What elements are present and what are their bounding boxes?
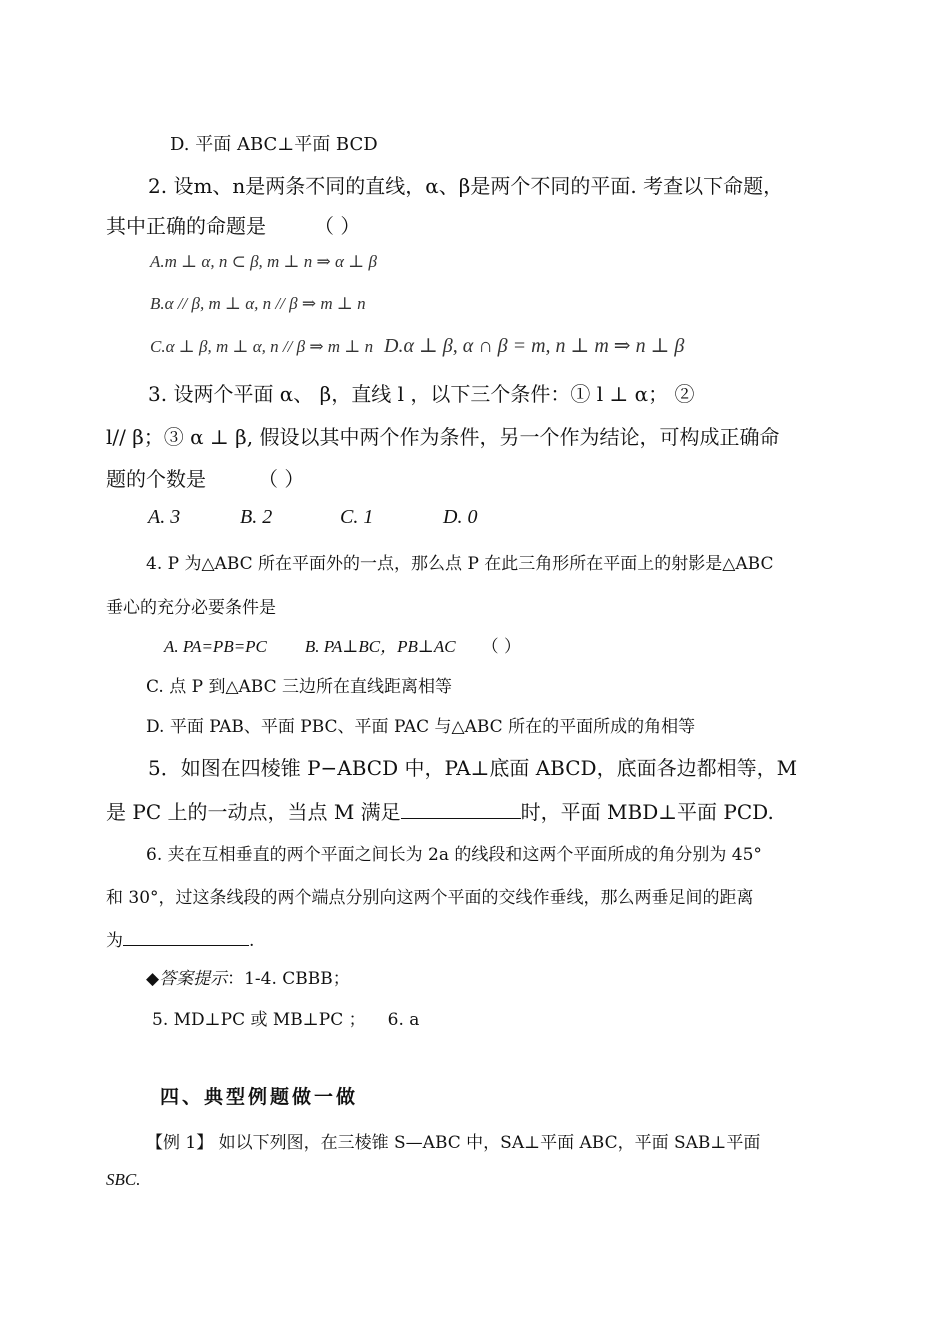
question-2-line-1: 2. 设m、n是两条不同的直线，α、β是两个不同的平面. 考查以下命题， (148, 174, 784, 198)
question-3-option-a: A. 3 (148, 506, 181, 528)
answer-hint-line-1 (146, 964, 350, 989)
question-3-option-d: D. 0 (443, 506, 478, 528)
answer-paren: （ ） (258, 467, 305, 491)
answer-paren: （ ） (481, 637, 521, 657)
fill-blank[interactable] (401, 800, 521, 819)
answer-5: 5. MD⊥PC 或 MB⊥PC ； (152, 1010, 366, 1030)
question-3-line-1: 3. 设两个平面 α、 β，直线 l ，以下三个条件：① l ⊥ α； ② (148, 382, 695, 406)
section-heading: 四、典型例题做一做 (160, 1086, 359, 1108)
question-3-option-c: C. 1 (340, 506, 374, 528)
question-5-line-2 (106, 796, 774, 825)
question-6-stem: 为 (106, 931, 123, 951)
question-2-option-b: B.α // β, m ⊥ α, n // β ⇒ m ⊥ n (150, 294, 366, 313)
answer-hint-line-2 (152, 1005, 419, 1030)
fill-blank[interactable] (123, 927, 249, 946)
question-6-line-1: 6. 夹在互相垂直的两个平面之间长为 2a 的线段和这两个平面所成的角分别为 45° (146, 845, 762, 865)
question-2-stem-end: 其中正确的命题是 (106, 214, 266, 238)
question-4-option-a: A. PA=PB=PC (164, 637, 267, 656)
question-5-stem-end: 时，平面 MBD⊥平面 PCD. (520, 800, 774, 824)
option-d-line: D. 平面 ABC⊥平面 BCD (170, 134, 378, 155)
question-4-option-b: B. PA⊥BC，PB⊥AC (304, 637, 456, 656)
answer-hint-text: ：1-4. CBBB； (227, 969, 350, 989)
example-1-line-1: 【例 1】 如以下列图，在三棱锥 S—ABC 中，SA⊥平面 ABC，平面 SAB⊥平面 (146, 1133, 761, 1153)
question-6-line-2: 和 30°，过这条线段的两个端点分别向这两个平面的交线作垂线，那么两垂足间的距离 (106, 888, 754, 908)
question-3-line-2: l// β；③ α ⊥ β, 假设以其中两个作为条件，另一个作为结论，可构成正确命 (106, 425, 780, 449)
question-4-line-1: 4. P 为△ABC 所在平面外的一点，那么点 P 在此三角形所在平面上的射影是△ABC (146, 554, 774, 574)
question-6-stem-end: . (249, 931, 255, 951)
question-4-options-ab (164, 632, 521, 657)
question-4-option-d: D. 平面 PAB、平面 PBC、平面 PAC 与△ABC 所在的平面所成的角相等 (146, 717, 696, 737)
question-4-line-2: 垂心的充分必要条件是 (106, 598, 276, 618)
question-5-line-1: 5．如图在四棱锥 P−ABCD 中，PA⊥底面 ABCD，底面各边都相等，M (148, 756, 798, 780)
question-2-option-d: D.α ⊥ β, α ∩ β = m, n ⊥ m ⇒ n ⊥ β (384, 335, 685, 357)
question-5-stem: 是 PC 上的一动点，当点 M 满足 (106, 800, 401, 824)
question-2-line-2 (106, 210, 360, 239)
question-2-option-c: C.α ⊥ β, m ⊥ α, n // β ⇒ m ⊥ n (150, 337, 374, 356)
question-2-option-a: A.m ⊥ α, n ⊂ β, m ⊥ n ⇒ α ⊥ β (150, 252, 377, 271)
example-1-line-2: SBC. (106, 1170, 141, 1189)
question-4-option-c: C. 点 P 到△ABC 三边所在直线距离相等 (146, 677, 453, 697)
question-3-stem-end: 题的个数是 (106, 467, 206, 491)
question-6-line-3 (106, 926, 254, 951)
answer-paren: （ ） (314, 214, 361, 238)
question-3-option-b: B. 2 (240, 506, 273, 528)
answer-6: 6. a (387, 1010, 420, 1030)
question-3-line-3 (106, 463, 304, 492)
answer-hint-label: ◆答案提示 (146, 969, 228, 988)
